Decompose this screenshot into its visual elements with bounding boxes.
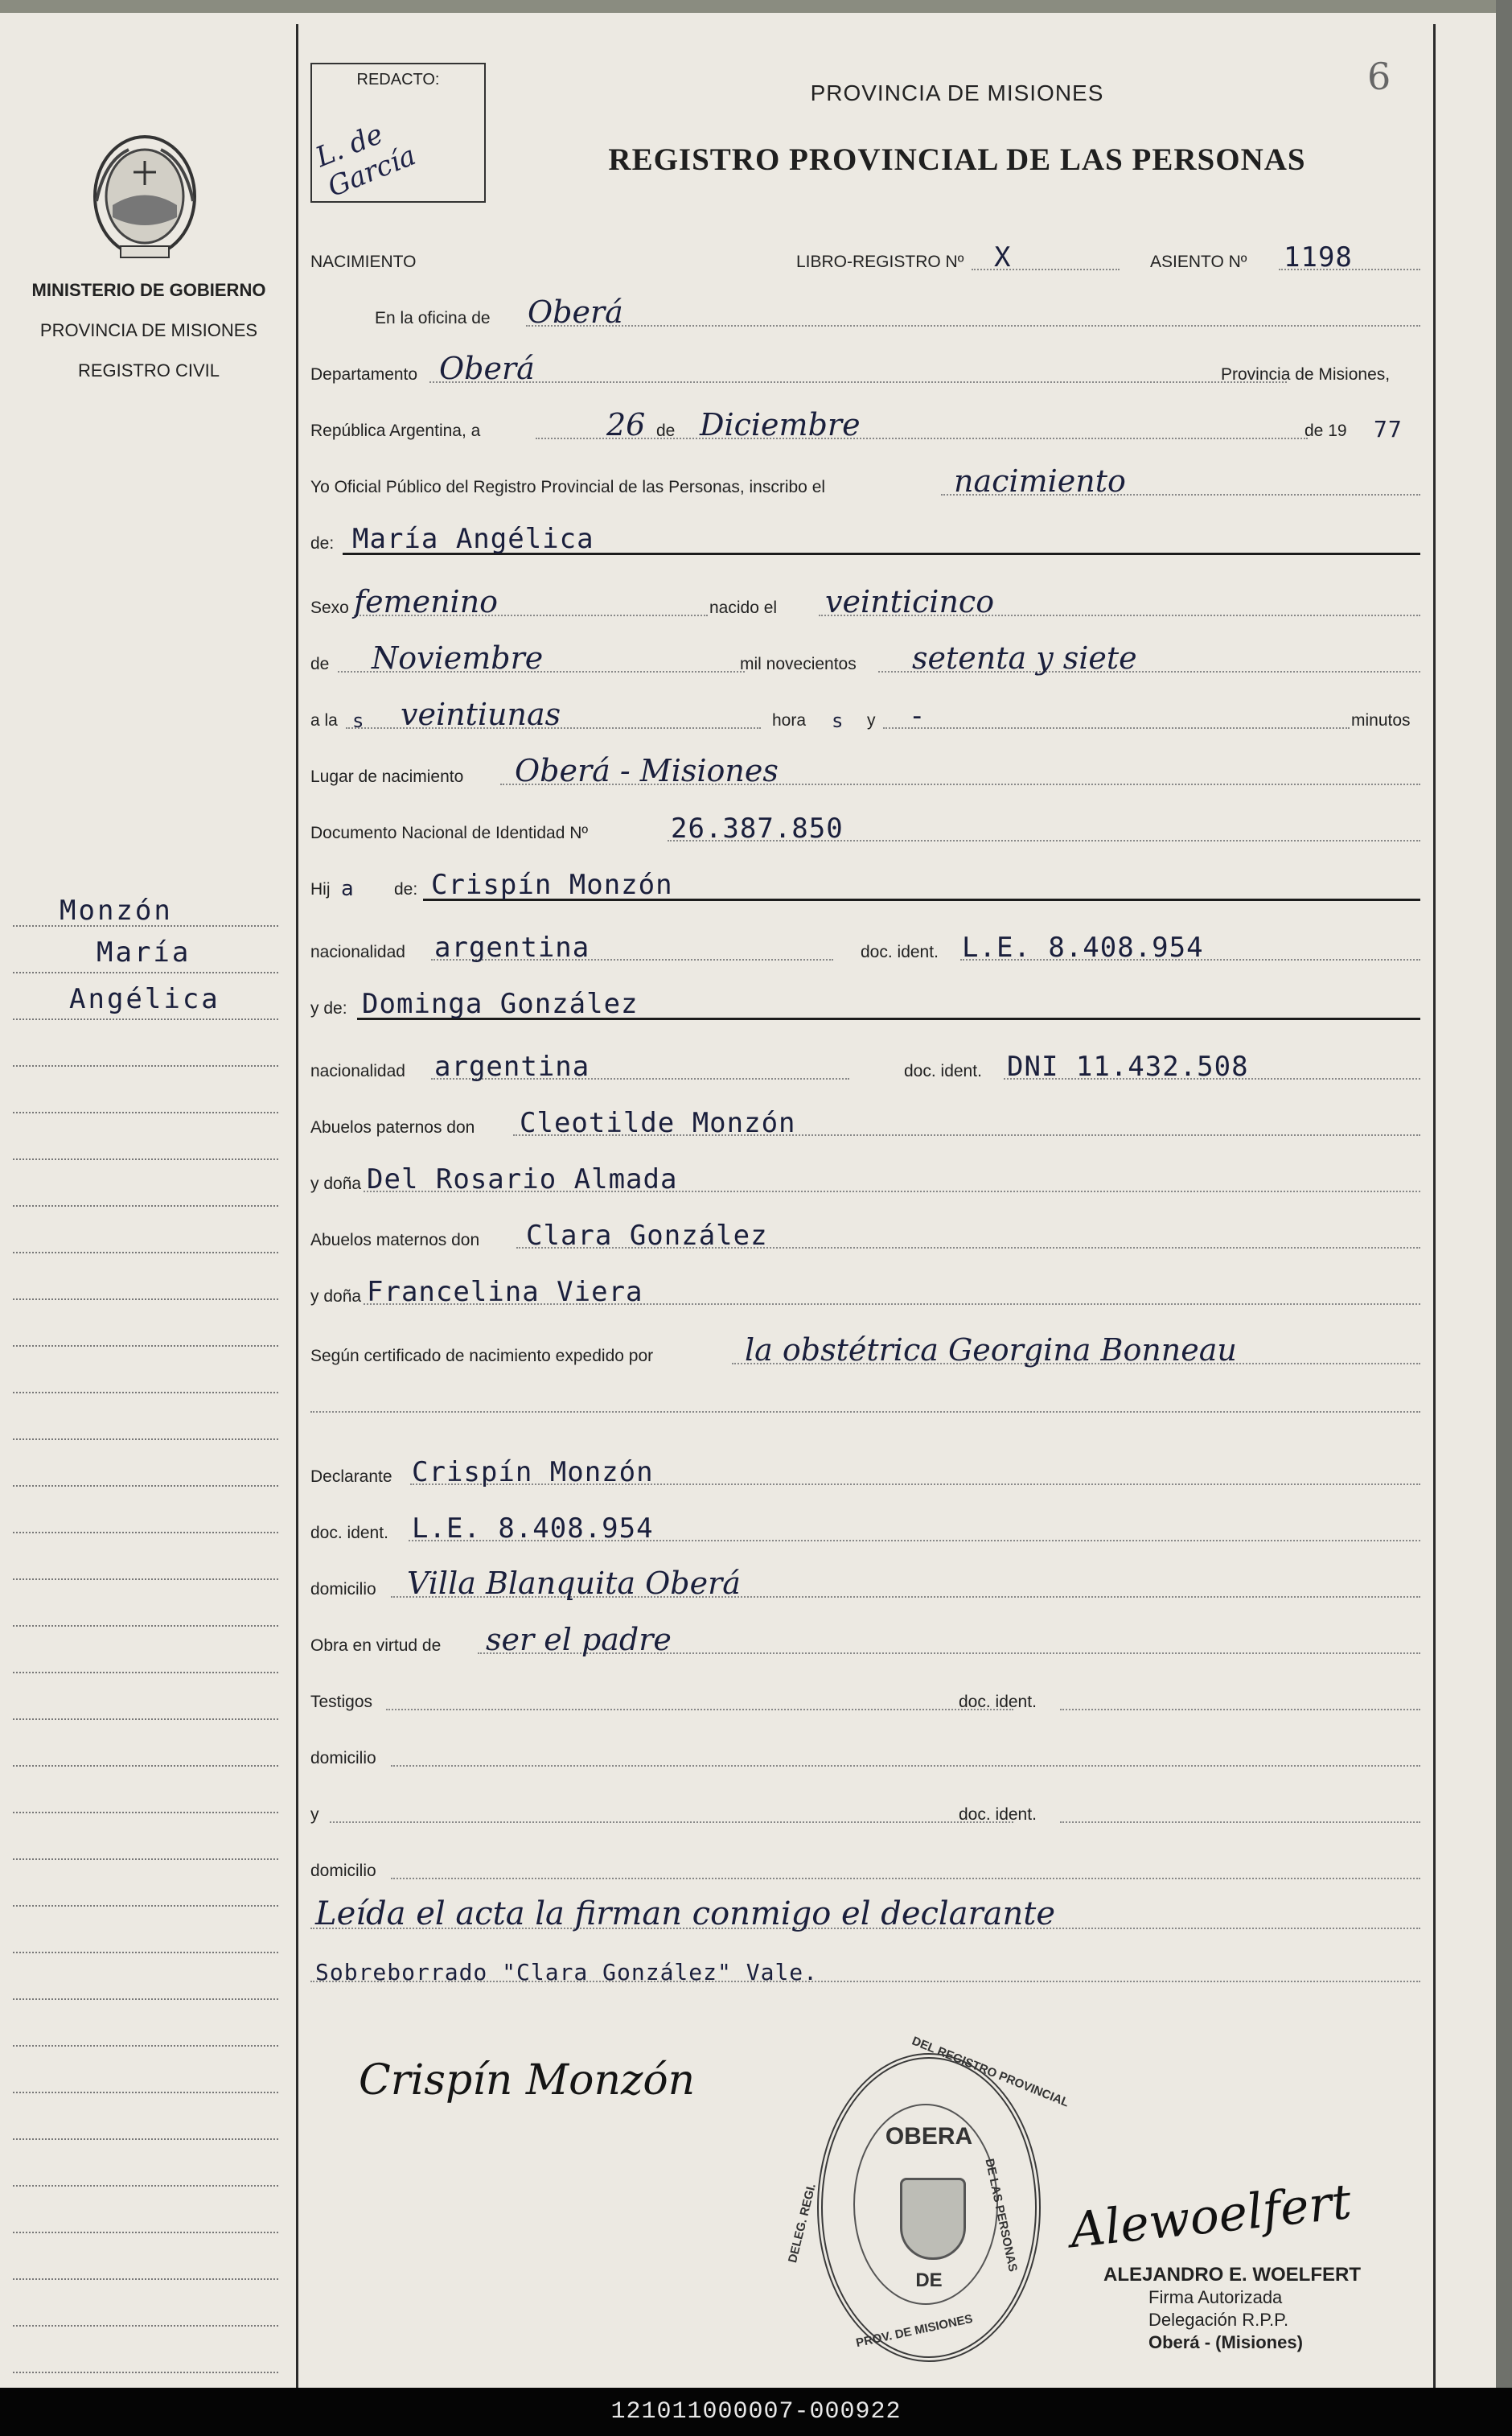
minutos-value: - <box>909 700 927 732</box>
margin-ruled-line <box>13 2138 278 2140</box>
doc-madre-label: doc. ident. <box>904 1062 982 1080</box>
testigo-dom-label-2: domicilio <box>310 1862 376 1880</box>
departamento-value: Oberá <box>439 351 535 386</box>
row-fecha <box>310 402 1420 442</box>
lugar-value: Oberá - Misiones <box>515 753 779 788</box>
dotted-line <box>386 1709 1013 1710</box>
domicilio-value: Villa Blanquita Oberá <box>407 1566 741 1601</box>
official-signature: Alewoelfert <box>1067 2173 1354 2260</box>
de-label-2: de <box>310 655 330 673</box>
doc-padre-value: L.E. 8.408.954 <box>962 932 1204 964</box>
official-name: ALEJANDRO E. WOELFERT <box>1103 2264 1362 2286</box>
margin-ruled-line <box>13 2185 278 2187</box>
minutos-label: minutos <box>1351 711 1411 730</box>
republica-label: República Argentina, a <box>310 422 481 440</box>
nacionalidad-madre-label: nacionalidad <box>310 1062 405 1080</box>
right-border-line <box>1433 24 1436 2389</box>
margin-ruled-line <box>13 2232 278 2233</box>
dotted-line <box>391 1765 1420 1767</box>
abuelo-mat-value: Clara González <box>526 1220 768 1252</box>
hora-suffix: s <box>832 710 844 732</box>
margin-ruled-line <box>13 2092 278 2093</box>
margin-ruled-line <box>13 1018 278 1020</box>
margin-ruled-line <box>13 1765 278 1767</box>
oficina-value: Oberá <box>528 294 623 330</box>
asiento-value: 1198 <box>1284 241 1353 274</box>
coat-of-arms-icon <box>80 129 209 265</box>
margin-ruled-line <box>13 1252 278 1253</box>
nac-anio-value: setenta y siete <box>912 640 1137 676</box>
libro-value: X <box>994 241 1012 274</box>
row-abuelos-pat <box>310 1099 1420 1139</box>
ministry-block <box>0 270 298 391</box>
dni-label: Documento Nacional de Identidad Nº <box>310 824 589 842</box>
abuelos-mat-label: Abuelos maternos don <box>310 1231 480 1249</box>
asiento-label: ASIENTO Nº <box>1150 253 1247 271</box>
certificado-label: Según certificado de nacimiento expedido por <box>310 1347 654 1365</box>
document-id-footer: 121011000007-000922 <box>0 2388 1512 2436</box>
doc-padre-label: doc. ident. <box>861 943 939 961</box>
page-number: 6 <box>1367 55 1391 98</box>
margin-ruled-line <box>13 1345 278 1347</box>
margin-ruled-line <box>13 972 278 973</box>
row-virtud <box>310 1617 1420 1657</box>
margin-ruled-line <box>13 925 278 927</box>
margin-ruled-line <box>13 1952 278 1953</box>
row-abuela-mat <box>310 1268 1420 1308</box>
declarante-value: Crispín Monzón <box>412 1456 654 1488</box>
row-testigo-dom-1 <box>310 1730 1420 1770</box>
row-departamento <box>310 346 1420 386</box>
redacto-box <box>310 63 486 203</box>
row-certificado <box>310 1327 1420 1368</box>
row-nac-madre <box>310 1043 1420 1083</box>
margin-ruled-line <box>13 1485 278 1487</box>
row-decl-doc <box>310 1504 1420 1545</box>
margin-note-line-3: Angélica <box>69 983 220 1015</box>
right-edge <box>1496 0 1512 2405</box>
y-de-label: y de: <box>310 999 347 1018</box>
row-abuela-pat <box>310 1155 1420 1195</box>
fecha-anio-prefix: de 19 <box>1305 422 1347 440</box>
madre-value: Dominga González <box>362 988 639 1020</box>
row-certificado-2 <box>310 1376 1420 1416</box>
margin-ruled-line <box>13 1112 278 1113</box>
ministry-line-2: PROVINCIA DE MISIONES <box>39 320 258 340</box>
row-closing-2 <box>310 1945 1420 1985</box>
testigos-label: Testigos <box>310 1693 373 1711</box>
margin-note-line-1: Monzón <box>60 895 173 927</box>
libro-label: LIBRO-REGISTRO Nº <box>796 253 964 271</box>
row-hora <box>310 692 1420 732</box>
margin-note-line-2: María <box>97 936 191 969</box>
fecha-mes: Diciembre <box>700 407 861 442</box>
y-label: y <box>867 711 876 730</box>
row-declarante <box>310 1448 1420 1488</box>
nacido-value: veinticinco <box>825 584 995 619</box>
margin-ruled-line <box>13 2372 278 2373</box>
row-testigos <box>310 1673 1420 1714</box>
row-header <box>310 233 1420 274</box>
margin-ruled-line <box>13 1905 278 1907</box>
margin-ruled-line <box>13 2045 278 2047</box>
abuela-pat-value: Del Rosario Almada <box>367 1163 678 1195</box>
row-oficial <box>310 459 1420 499</box>
margin-ruled-line <box>13 1205 278 1207</box>
margin-ruled-line <box>13 1438 278 1440</box>
declarante-signature: Crispín Monzón <box>359 2056 696 2105</box>
margin-ruled-line <box>13 1532 278 1533</box>
seal-top-text: DEL REGISTRO PROVINCIAL <box>910 2034 1071 2110</box>
dotted-line <box>526 325 1420 327</box>
sobreborrado-text: Sobreborrado "Clara González" Vale. <box>315 1959 819 1985</box>
oficial-label: Yo Oficial Público del Registro Provincial de las Personas, inscribo el <box>310 478 826 496</box>
abuelos-pat-label: Abuelos paternos don <box>310 1118 475 1137</box>
a-la-suffix: s <box>352 710 365 732</box>
margin-ruled-line <box>13 1578 278 1580</box>
dotted-line <box>391 1878 1420 1879</box>
row-nac-padre <box>310 924 1420 964</box>
row-nombre <box>310 515 1420 555</box>
nacionalidad-padre-label: nacionalidad <box>310 943 405 961</box>
decl-doc-value: L.E. 8.408.954 <box>412 1512 654 1545</box>
seal-city: OBERA <box>885 2123 973 2150</box>
testigo-y-label: y <box>310 1805 319 1824</box>
lugar-label: Lugar de nacimiento <box>310 767 464 786</box>
dotted-line <box>429 381 1287 383</box>
oficina-label: En la oficina de <box>375 309 491 327</box>
row-testigo-2 <box>310 1786 1420 1826</box>
official-seal <box>785 2034 1071 2362</box>
oficial-value: nacimiento <box>954 463 1126 499</box>
row-domicilio <box>310 1561 1420 1601</box>
sexo-value: femenino <box>354 584 499 619</box>
row-hija <box>310 861 1420 901</box>
hora-value: veintiunas <box>401 697 561 732</box>
row-mes-anio <box>310 636 1420 676</box>
testigos-doc-label: doc. ident. <box>959 1693 1037 1711</box>
margin-ruled-line <box>13 1298 278 1300</box>
domicilio-label: domicilio <box>310 1580 376 1599</box>
sexo-label: Sexo <box>310 599 349 617</box>
margin-ruled-line <box>13 2278 278 2280</box>
nac-mes-value: Noviembre <box>372 640 544 676</box>
official-delegacion: Delegación R.P.P. <box>1148 2310 1289 2330</box>
ministry-line-3: REGISTRO CIVIL <box>77 360 220 381</box>
dotted-line <box>330 1821 1013 1823</box>
y-dona-label-1: y doña <box>310 1175 362 1193</box>
nacionalidad-padre-value: argentina <box>434 932 590 964</box>
row-abuelos-mat <box>310 1212 1420 1252</box>
testigo-dom-label-1: domicilio <box>310 1749 376 1767</box>
abuela-mat-value: Francelina Viera <box>367 1276 643 1308</box>
a-la-label: a la <box>310 711 338 730</box>
decl-doc-label: doc. ident. <box>310 1524 388 1542</box>
margin-ruled-line <box>13 2325 278 2327</box>
virtud-label: Obra en virtud de <box>310 1636 442 1655</box>
margin-ruled-line <box>13 1858 278 1860</box>
margin-ruled-line <box>13 1672 278 1673</box>
row-oficina <box>310 290 1420 330</box>
declarante-label: Declarante <box>310 1467 392 1486</box>
row-testigo-dom-2 <box>310 1842 1420 1883</box>
header-province: PROVINCIA DE MISIONES <box>810 80 1104 105</box>
left-column <box>0 0 298 2381</box>
dotted-line <box>883 727 1350 729</box>
departamento-label: Departamento <box>310 365 418 384</box>
official-role: Firma Autorizada <box>1148 2287 1283 2307</box>
provincia-suffix: Provincia de Misiones, <box>1221 365 1391 384</box>
abuelo-pat-value: Cleotilde Monzón <box>520 1107 796 1139</box>
margin-ruled-line <box>13 1625 278 1627</box>
hij-de-label: de: <box>394 880 418 899</box>
row-sexo <box>310 579 1420 619</box>
closing-text: Leída el acta la firman conmigo el declarante <box>315 1895 1056 1932</box>
redacto-signature: L. de García <box>311 117 421 204</box>
fecha-anio: 77 <box>1374 416 1403 442</box>
seal-bottom-text: PROV. DE MISIONES <box>854 2311 974 2351</box>
fecha-de-1: de <box>656 422 676 440</box>
row-dni <box>310 804 1420 845</box>
header-registry: REGISTRO PROVINCIAL DE LAS PERSONAS <box>608 142 1306 177</box>
margin-ruled-line <box>13 1812 278 1813</box>
dotted-line <box>536 438 1308 439</box>
nombre-value: María Angélica <box>352 523 594 555</box>
fecha-dia: 26 <box>606 407 646 442</box>
margin-ruled-line <box>13 1158 278 1160</box>
virtud-value: ser el padre <box>486 1622 672 1657</box>
padre-value: Crispín Monzón <box>431 869 673 901</box>
dotted-line <box>1060 1709 1420 1710</box>
dotted-line <box>310 1411 1420 1413</box>
hij-label: Hij <box>310 880 331 899</box>
row-lugar <box>310 748 1420 788</box>
row-closing-1 <box>310 1892 1420 1932</box>
doc-madre-value: DNI 11.432.508 <box>1007 1051 1249 1083</box>
margin-ruled-line <box>13 1065 278 1067</box>
testigo-2-doc-label: doc. ident. <box>959 1805 1037 1824</box>
row-madre <box>310 980 1420 1020</box>
seal-left-text: DELEG. REGI. <box>785 2182 819 2265</box>
redacto-label: REDACTO: <box>356 71 440 88</box>
dni-value: 26.387.850 <box>671 813 844 845</box>
margin-ruled-line <box>13 1718 278 1720</box>
official-block <box>1103 2264 1441 2354</box>
hij-suffix: a <box>341 877 355 901</box>
ministry-line-1: MINISTERIO DE GOBIERNO <box>31 280 266 300</box>
seal-crest-icon <box>900 2178 966 2260</box>
certificado-value: la obstétrica Georgina Bonneau <box>745 1332 1237 1368</box>
official-city: Oberá - (Misiones) <box>1148 2332 1303 2352</box>
nombre-label: de: <box>310 534 335 553</box>
nacido-label: nacido el <box>709 599 778 617</box>
margin-ruled-line <box>13 1998 278 2000</box>
margin-ruled-line <box>13 1392 278 1393</box>
mil-novecientos-label: mil novecientos <box>740 655 857 673</box>
y-dona-label-2: y doña <box>310 1287 362 1306</box>
nacimiento-label: NACIMIENTO <box>310 253 417 271</box>
seal-right-text: DE LAS PERSONAS <box>982 2157 1020 2273</box>
hora-label: hora <box>772 711 807 730</box>
seal-de: DE <box>915 2269 943 2291</box>
dotted-line <box>1060 1821 1420 1823</box>
nacionalidad-madre-value: argentina <box>434 1051 590 1083</box>
